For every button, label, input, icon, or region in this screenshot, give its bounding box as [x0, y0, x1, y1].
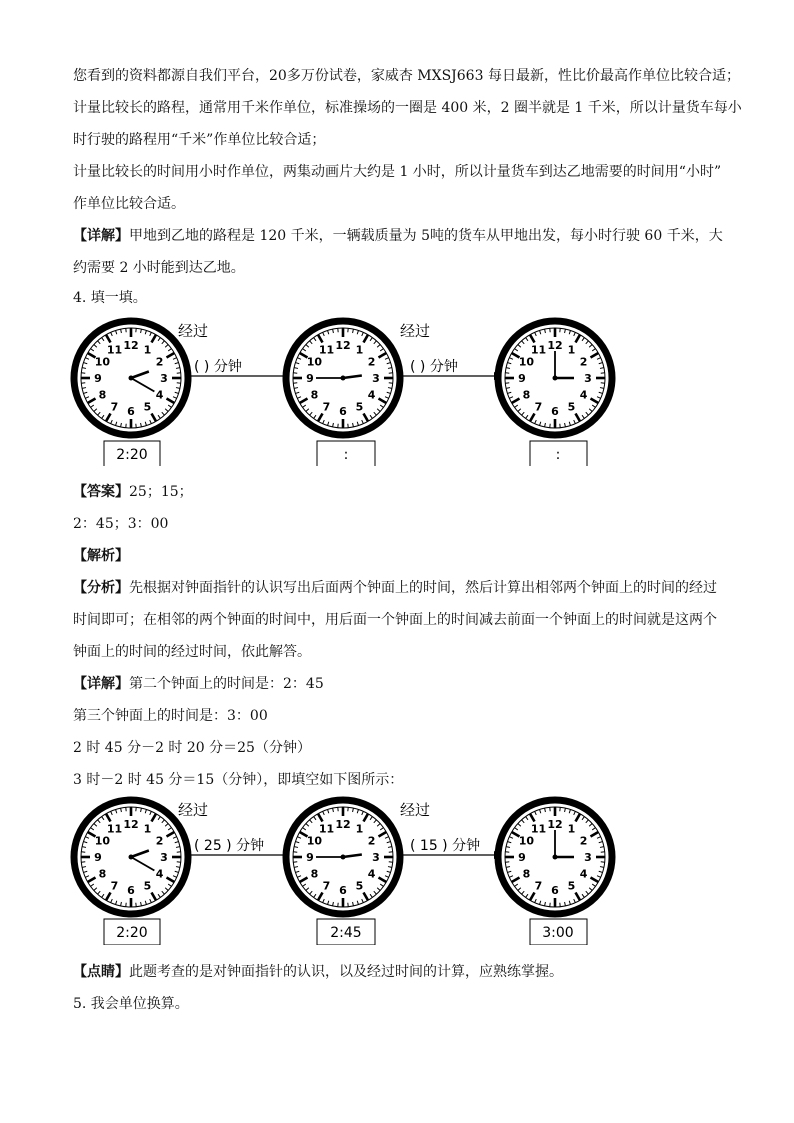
intro-line-4: 计量比较长的时间用小时作单位，两集动画片大约是 1 小时，所以计量货车到达乙地需要的时间用“小时” [73, 164, 722, 180]
clock-numeral: 9 [306, 851, 314, 864]
clock-numeral: 5 [567, 879, 576, 893]
clock-numeral: 12 [335, 339, 351, 352]
q4-detail-line-4: 3 时－2 时 45 分＝15（分钟），即填空如下图所示： [73, 772, 404, 788]
clock-numeral: 7 [322, 879, 331, 893]
clock-numeral: 12 [123, 339, 139, 352]
clock-numeral: 7 [110, 879, 119, 893]
clock-numeral: 3 [372, 372, 380, 385]
time-text-5: 2:45 [330, 925, 362, 941]
clock-face-6 [498, 800, 612, 914]
detail-tag: 【详解】 [73, 228, 129, 244]
time-text-6: 3:00 [542, 925, 574, 941]
clock-numeral: 4 [367, 388, 376, 402]
clock-numeral: 2 [579, 355, 588, 369]
pass-label-1: 经过 [178, 322, 209, 340]
clock-numeral: 5 [355, 879, 364, 893]
clock-numeral: 8 [310, 388, 319, 402]
clock-numeral: 4 [579, 867, 588, 881]
clock-numeral: 2 [367, 355, 376, 369]
arrow-label-3: ( 25 ) 分钟 [194, 838, 265, 854]
intro-line-5: 作单位比较合适。 [73, 196, 185, 212]
clock-numeral: 2 [579, 834, 588, 848]
q4-detail-line-1 [73, 674, 324, 694]
clock-numeral: 3 [160, 372, 168, 385]
clock-numeral: 8 [522, 867, 531, 881]
time-text-4: 2:20 [116, 925, 148, 941]
clock-numeral: 1 [355, 343, 364, 357]
clock-numeral: 11 [318, 822, 335, 836]
detail-text-1: 甲地到乙地的路程是 120 千米，一辆载质量为 5吨的货车从甲地出发，每小时行驶 60 千米，大 [129, 228, 723, 244]
clock-numeral: 10 [94, 355, 111, 369]
clock-numeral: 11 [530, 343, 547, 357]
fenxi-tag: 【分析】 [73, 580, 129, 596]
intro-line-2: 计量比较长的路程，通常用千米作单位，标准操场的一圈是 400 米，2 圈半就是 1 千米，所以计量货车每小 [73, 100, 742, 116]
intro-detail-line-2: 约需要 2 小时能到达乙地。 [73, 260, 245, 276]
clock-numeral: 1 [567, 822, 576, 836]
q4-detail-line-2: 第三个钟面上的时间是：3：00 [73, 708, 268, 724]
pass-label-4: 经过 [400, 801, 431, 819]
clock-numeral: 8 [522, 388, 531, 402]
intro-line-1: 您看到的资料都源自我们平台，20多万份试卷，家威杏 MXSJ663 每日最新，性比价最高作单位比较合适； [73, 68, 740, 84]
clock-numeral: 11 [530, 822, 547, 836]
clock-numeral: 11 [106, 822, 123, 836]
clock-numeral: 4 [367, 867, 376, 881]
clock-face-5 [286, 800, 400, 914]
time-text-3: : [555, 447, 561, 463]
clock-numeral: 12 [335, 818, 351, 831]
time-text-1: 2:20 [116, 447, 148, 463]
fenxi-line-2: 时间即可；在相邻的两个钟面的时间中，用后面一个钟面上的时间减去前面一个钟面上的时间就是这两个 [73, 612, 717, 628]
clock-center [553, 855, 558, 860]
clock-numeral: 3 [584, 372, 592, 385]
analysis-tag: 【解析】 [73, 548, 129, 564]
clock-numeral: 8 [310, 867, 319, 881]
clock-numeral: 9 [518, 372, 526, 385]
intro-line-3: 时行驶的路程用“千米”作单位比较合适； [73, 132, 326, 148]
clock-numeral: 4 [155, 867, 164, 881]
clock-numeral: 10 [518, 355, 535, 369]
time-text-2: : [343, 447, 349, 463]
pass-label-2: 经过 [400, 322, 431, 340]
answer-text-1: 25；15； [129, 484, 193, 500]
clock-numeral: 6 [127, 884, 135, 897]
clock-numeral: 11 [318, 343, 335, 357]
pass-label-3: 经过 [178, 801, 209, 819]
clock-numeral: 11 [106, 343, 123, 357]
clock-numeral: 3 [584, 851, 592, 864]
clock-numeral: 4 [155, 388, 164, 402]
clock-numeral: 10 [94, 834, 111, 848]
clock-numeral: 9 [518, 851, 526, 864]
arrow-label-4: ( 15 ) 分钟 [410, 838, 481, 854]
clock-center [129, 376, 134, 381]
clock-numeral: 8 [98, 867, 107, 881]
clock-numeral: 10 [306, 834, 323, 848]
clock-numeral: 12 [547, 818, 563, 831]
clock-center [553, 376, 558, 381]
answer-tag: 【答案】 [73, 484, 129, 500]
clock-numeral: 12 [123, 818, 139, 831]
dianjing-text: 此题考查的是对钟面指针的认识，以及经过时间的计算，应熟练掌握。 [129, 964, 563, 980]
clock-face-1 [74, 321, 188, 435]
clock-numeral: 6 [551, 884, 559, 897]
clock-numeral: 7 [322, 400, 331, 414]
clock-numeral: 6 [551, 405, 559, 418]
fenxi-text-1: 先根据对钟面指针的认识写出后面两个钟面上的时间，然后计算出相邻两个钟面上的时间的经过 [129, 580, 717, 596]
q4-detail-tag: 【详解】 [73, 676, 129, 692]
clock-numeral: 10 [518, 834, 535, 848]
intro-detail-line-1 [73, 226, 723, 246]
clock-numeral: 1 [143, 822, 152, 836]
clock-numeral: 7 [110, 400, 119, 414]
clock-numeral: 6 [339, 405, 347, 418]
clock-figure-2 [0, 795, 794, 945]
clock-numeral: 5 [355, 400, 364, 414]
arrow-label-2: ( ) 分钟 [410, 359, 458, 375]
answer-line-1 [73, 482, 193, 502]
clock-numeral: 5 [143, 400, 152, 414]
clock-numeral: 10 [306, 355, 323, 369]
clock-numeral: 5 [567, 400, 576, 414]
q5-title: 5. 我会单位换算。 [73, 996, 189, 1012]
dianjing-tag: 【点睛】 [73, 964, 129, 980]
clock-numeral: 6 [339, 884, 347, 897]
clock-numeral: 3 [160, 851, 168, 864]
clock-center [129, 855, 134, 860]
arrow-label-1: ( ) 分钟 [194, 359, 242, 375]
clock-numeral: 4 [579, 388, 588, 402]
clock-numeral: 2 [155, 834, 164, 848]
clock-figure-1 [0, 316, 794, 466]
clock-face-2 [286, 321, 400, 435]
fenxi-line-3: 钟面上的时间的经过时间，依此解答。 [73, 644, 311, 660]
q4-detail-text-1: 第二个钟面上的时间是：2：45 [129, 676, 324, 692]
q4-title: 4. 填一填。 [73, 290, 147, 306]
q4-detail-line-3: 2 时 45 分－2 时 20 分＝25（分钟） [73, 740, 311, 756]
clock-center [341, 376, 346, 381]
clock-numeral: 2 [155, 355, 164, 369]
clock-numeral: 3 [372, 851, 380, 864]
clock-numeral: 9 [94, 851, 102, 864]
clock-face-3 [498, 321, 612, 435]
fenxi-line-1 [73, 578, 717, 598]
clock-numeral: 2 [367, 834, 376, 848]
clock-face-4 [74, 800, 188, 914]
clock-numeral: 1 [567, 343, 576, 357]
clock-numeral: 6 [127, 405, 135, 418]
dianjing-line [73, 962, 563, 982]
clock-numeral: 1 [143, 343, 152, 357]
clock-numeral: 9 [94, 372, 102, 385]
clock-numeral: 8 [98, 388, 107, 402]
clock-numeral: 5 [143, 879, 152, 893]
clock-numeral: 1 [355, 822, 364, 836]
clock-center [341, 855, 346, 860]
clock-numeral: 12 [547, 339, 563, 352]
clock-numeral: 9 [306, 372, 314, 385]
clock-numeral: 7 [534, 879, 543, 893]
clock-numeral: 7 [534, 400, 543, 414]
answer-line-2: 2：45；3：00 [73, 516, 169, 532]
